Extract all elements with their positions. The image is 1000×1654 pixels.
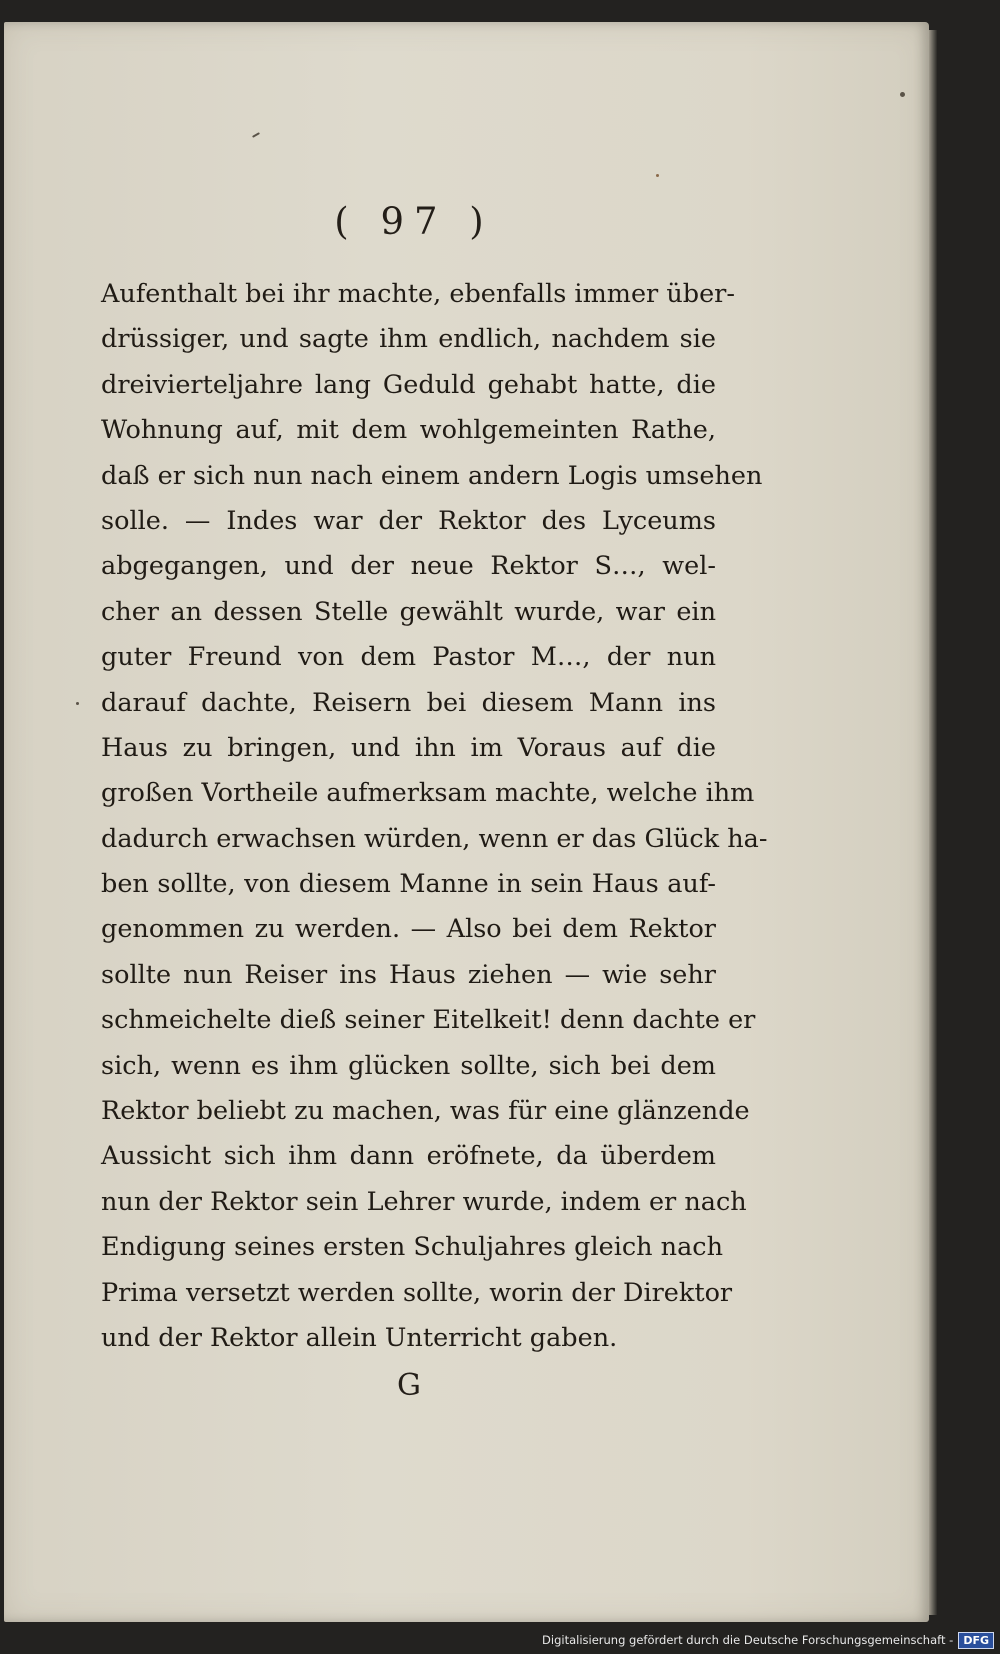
page-number: ( 97 ) [334, 200, 494, 243]
text-line: sollte nun Reiser ins Haus ziehen — wie sehr [101, 959, 716, 990]
text-line: darauf dachte, Reisern bei diesem Mann ins [101, 687, 716, 718]
footer-credit: Digitalisierung gefördert durch die Deutsche Forschungsgemeinschaft - [542, 1633, 954, 1647]
page-edge-shadow [929, 30, 937, 1615]
text-line: cher an dessen Stelle gewählt wurde, war ein [101, 596, 716, 627]
text-line: drüssiger, und sagte ihm endlich, nachdem sie [101, 324, 716, 355]
dfg-logo: DFG [958, 1632, 994, 1649]
text-line: großen Vortheile aufmerksam machte, welche ihm [101, 778, 755, 809]
text-line: Aufenthalt bei ihr machte, ebenfalls immer über- [101, 279, 735, 309]
text-line: Rektor beliebt zu machen, was für eine glänzende [101, 1096, 750, 1127]
text-line: dadurch erwachsen würden, wenn er das Glück ha- [101, 823, 768, 854]
text-line: solle. — Indes war der Rektor des Lyceums [101, 505, 716, 536]
text-line: Prima versetzt werden sollte, worin der Direktor [101, 1277, 733, 1308]
book-page [4, 22, 929, 1622]
paper-speck [76, 702, 79, 705]
text-line: abgegangen, und der neue Rektor S…, wel- [101, 551, 716, 582]
paper-speck [656, 174, 659, 177]
text-line: Endigung seines ersten Schuljahres gleich nach [101, 1232, 724, 1263]
digitization-footer [542, 1628, 994, 1652]
text-line: schmeichelte dieß seiner Eitelkeit! denn dachte er [101, 1005, 756, 1036]
text-line: daß er sich nun nach einem andern Logis umsehen [101, 460, 763, 491]
paper-speck [900, 92, 905, 97]
text-line: guter Freund von dem Pastor M…, der nun [101, 642, 716, 673]
text-line: genommen zu werden. — Also bei dem Rektor [101, 914, 716, 945]
paper-speck [252, 132, 260, 138]
text-line: Wohnung auf, mit dem wohlgemeinten Rathe, [101, 415, 716, 446]
text-line: sich, wenn es ihm glücken sollte, sich bei dem [101, 1050, 716, 1081]
text-line: Aussicht sich ihm dann eröfnete, da überdem [101, 1141, 716, 1172]
text-line: dreivierteljahre lang Geduld gehabt hatte, die [101, 369, 716, 400]
text-line: Haus zu bringen, und ihn im Voraus auf die [101, 732, 716, 763]
text-line: ben sollte, von diesem Manne in sein Haus auf- [101, 869, 716, 900]
body-text [101, 272, 768, 1361]
text-line: nun der Rektor sein Lehrer wurde, indem er nach [101, 1186, 747, 1217]
text-line: und der Rektor allein Unterricht gaben. [101, 1322, 618, 1353]
signature-mark: G [397, 1368, 421, 1403]
